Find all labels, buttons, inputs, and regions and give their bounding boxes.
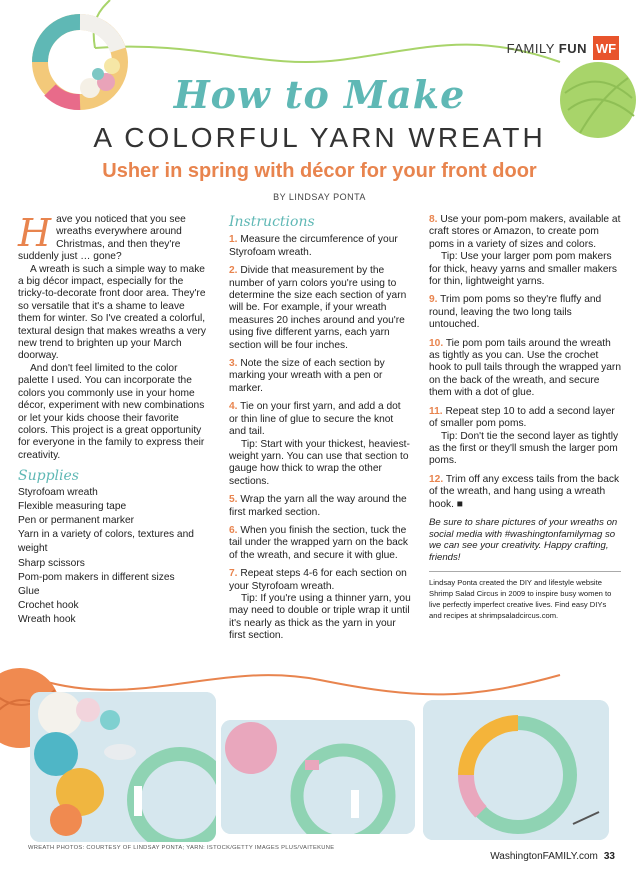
step-4 <box>229 401 412 438</box>
step-12 <box>429 474 621 511</box>
step-6 <box>229 525 412 562</box>
step-10 <box>429 338 621 400</box>
step-number: 5. <box>229 494 238 506</box>
wrapped-wreath-photo-art <box>423 700 609 840</box>
step-3 <box>229 358 412 395</box>
supply-item: Styrofoam wreath <box>18 486 98 498</box>
column-intro <box>18 211 210 628</box>
step-text: Repeat step 10 to add a second layer of smaller pom poms. <box>429 405 615 430</box>
step-9 <box>429 294 621 331</box>
supply-item: Sharp scissors <box>18 557 85 569</box>
page-footer <box>490 851 615 862</box>
step-number: 11. <box>429 405 443 417</box>
supply-item: Flexible measuring tape <box>18 500 127 512</box>
step-tip: Tip: If you're using a thinner yarn, you may need to double or triple wrap it until it's nearly as thick as the yarn in your first section. <box>229 592 411 642</box>
divider <box>429 571 621 572</box>
step-7 <box>229 568 412 593</box>
step-text: Use your pom-pom makers, available at craft stores or Amazon, to create pom poms in a variety of sizes and colors. <box>429 214 621 250</box>
supply-item: Wreath hook <box>18 614 76 626</box>
intro-paragraph-1: ave you noticed that you see wreaths everywhere around Christmas, and then they're suddenly just … gone? <box>18 214 186 263</box>
supply-item: Glue <box>18 585 40 597</box>
photo-credit: WREATH PHOTOS: COURTESY OF LINDSAY PONTA; YARN: ISTOCK/GETTY IMAGES PLUS/VAITEKUNE <box>28 845 335 851</box>
step-tip: Tip: Don't tie the second layer as tightly as the first or they'll smush the larger pom poms. <box>429 430 619 467</box>
step-text: Repeat steps 4-6 for each section on your Styrofoam wreath. <box>229 568 407 592</box>
supplies-photo-art <box>30 692 216 842</box>
section-label-regular: FAMILY <box>506 40 559 56</box>
byline: BY LINDSAY PONTA <box>273 192 366 202</box>
section-header <box>507 36 619 60</box>
step-text: Trim pom poms so they're fluffy and round, leaving the two long tails untouched. <box>429 294 602 331</box>
step-11 <box>429 406 621 431</box>
step-number: 9. <box>429 294 438 306</box>
instructions-heading: Instructions <box>229 214 315 230</box>
step-tip: Tip: Start with your thickest, heaviest-weight yarn. You can use that section to gauge how thick to wrap the other sections. <box>229 438 410 487</box>
subtitle: Usher in spring with décor for your front door <box>102 160 537 182</box>
supply-item: Yarn in a variety of colors, textures and weight <box>18 529 194 555</box>
section-label-bold: FUN <box>558 40 587 56</box>
author-bio: Lindsay Ponta created the DIY and lifestyle website Shrimp Salad Circus in 2009 to inspire busy women to live perfectly imperfect creative lives. Find easy DIYs and recipes at shrimpsaladcircus.com. <box>429 578 612 620</box>
supply-item: Pen or permanent marker <box>18 514 135 526</box>
step-number: 6. <box>229 524 238 536</box>
step-number: 2. <box>229 265 238 277</box>
step-number: 10. <box>429 337 444 349</box>
title-script: How to Make <box>173 72 466 117</box>
step-text: Divide that measurement by the number of yarn colors you're using to determine the size each section of yarn will be. For example, if your wreath measures 20 inches around and you're using five different yarns, each yarn section will be four inches. <box>229 265 407 351</box>
wrapping-photo <box>221 720 415 834</box>
page-number: 33 <box>603 851 615 862</box>
intro-paragraph-3: And don't feel limited to the color palette I used. You can incorporate the colors you commonly use in your home décor, experiment with new combinations or let your kids choose their favorite colors. This project is a great opportunity for everyone in the family to express their creativity. <box>18 362 205 461</box>
supplies-heading: Supplies <box>18 468 79 485</box>
step-text: Measure the circumference of your Styrofoam wreath. <box>229 234 398 258</box>
wf-logo: WF <box>593 36 619 60</box>
intro-paragraph-2: A wreath is such a simple way to make a big décor impact, especially for the tricky-to-decorate front door area. They're so versatile that it's a shame to leave them for winter. So I've created a colorful, textural design that makes wreaths a very new trend to brighten up your March doorway. <box>18 263 206 362</box>
step-number: 4. <box>229 401 238 413</box>
section-label <box>507 41 587 56</box>
step-8 <box>429 214 621 251</box>
column-instructions <box>229 214 412 643</box>
footer-site: WashingtonFAMILY.com <box>490 851 598 862</box>
supplies-photo <box>30 692 216 842</box>
step-number: 7. <box>229 568 238 580</box>
step-text: Tie pom pom tails around the wreath as tightly as you can. Use the crochet hook to pull tails through the wrapped yarn on the back of the wreath, and secure them with a dot of glue. <box>429 337 621 399</box>
wrapping-photo-art <box>221 720 415 834</box>
wrapped-wreath-photo <box>423 700 609 840</box>
closing-note: Be sure to share pictures of your wreaths on social media with #washingtonfamilymag so we can see your creativity. Happy crafting, friends! <box>429 516 618 563</box>
step-5 <box>229 494 412 519</box>
supply-item: Crochet hook <box>18 600 79 612</box>
step-1 <box>229 234 412 259</box>
step-tip: Tip: Use your larger pom pom makers for thick, heavy yarns and smaller makers for thin, lightweight yarns. <box>429 251 617 288</box>
step-number: 12. <box>429 473 444 485</box>
step-text: Note the size of each section by marking your wreath with a pen or marker. <box>229 358 385 394</box>
supply-item: Pom-pom makers in different sizes <box>18 571 175 583</box>
step-text: Wrap the yarn all the way around the first marked section. <box>229 494 407 518</box>
step-2 <box>229 265 412 352</box>
column-instructions-continued <box>429 214 621 622</box>
step-number: 1. <box>229 234 238 246</box>
drop-cap: H <box>18 211 52 255</box>
step-text: Trim off any excess tails from the back of the wreath, and hang using a wreath hook. ■ <box>429 473 620 510</box>
step-text: When you finish the section, tuck the tail under the wrapped yarn on the back of the wreath, and secure it with glue. <box>229 524 408 561</box>
supplies-list <box>18 486 210 628</box>
page-title: A COLORFUL YARN WREATH <box>93 122 546 153</box>
step-number: 3. <box>229 358 238 370</box>
step-number: 8. <box>429 214 438 225</box>
step-text: Tie on your first yarn, and add a dot or thin line of glue to secure the knot and tail. <box>229 401 401 438</box>
